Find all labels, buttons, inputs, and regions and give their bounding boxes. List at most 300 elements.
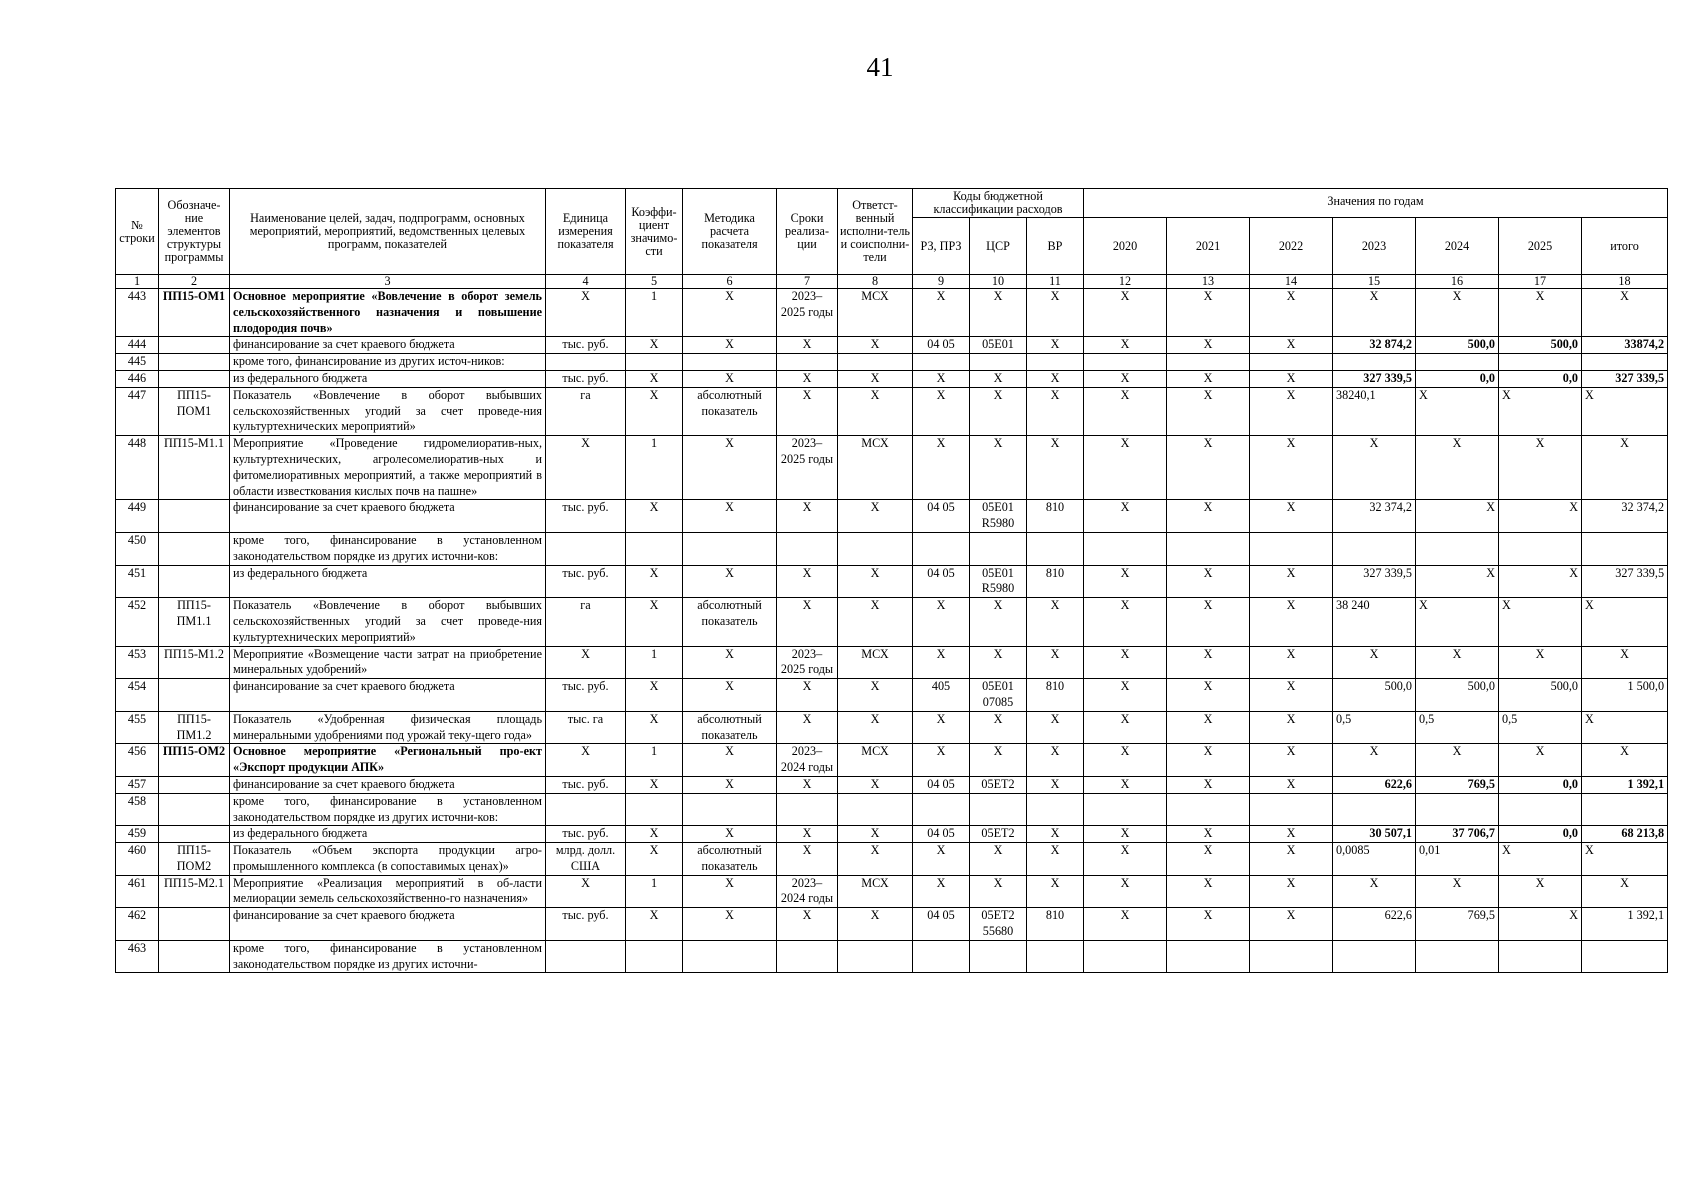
row-number: 447 [116, 387, 159, 435]
method: абсолютный показатель [683, 598, 777, 646]
value-2025: Х [1499, 436, 1582, 500]
value-2020: Х [1084, 744, 1167, 777]
header-method: Методика расчета показателя [683, 189, 777, 275]
value-2023: 0,0085 [1333, 843, 1416, 876]
code-csr [970, 354, 1027, 371]
terms: Х [777, 711, 838, 744]
method: абсолютный показатель [683, 843, 777, 876]
value-2021: Х [1167, 598, 1250, 646]
executor: Х [838, 565, 913, 598]
header-rz: РЗ, ПРЗ [913, 218, 970, 275]
designation [159, 354, 230, 371]
designation: ПП15-М1.1 [159, 436, 230, 500]
table-row [116, 679, 1668, 712]
value-total [1582, 940, 1668, 973]
method: Х [683, 565, 777, 598]
row-number: 463 [116, 940, 159, 973]
value-2024: Х [1416, 646, 1499, 679]
item-name: Мероприятие «Проведение гидромелиоратив-ных, культуртехнических, агролесомелиоратив-ных и фитомелиоративных мероприятий, а также мероприятий в области известкования кислых почв на пашне» [230, 436, 546, 500]
code-vr: Х [1027, 776, 1084, 793]
value-2021 [1167, 354, 1250, 371]
method: Х [683, 908, 777, 941]
executor: Х [838, 387, 913, 435]
item-name: Мероприятие «Возмещение части затрат на приобретение минеральных удобрений» [230, 646, 546, 679]
executor: Х [838, 711, 913, 744]
executor [838, 532, 913, 565]
method: Х [683, 289, 777, 337]
code-rz: 04 05 [913, 337, 970, 354]
row-number: 443 [116, 289, 159, 337]
value-total: 32 374,2 [1582, 500, 1668, 533]
designation: ПП15-ПОМ2 [159, 843, 230, 876]
coefficient: Х [626, 826, 683, 843]
value-2020: Х [1084, 337, 1167, 354]
value-2024: Х [1416, 289, 1499, 337]
designation [159, 337, 230, 354]
item-name: Показатель «Вовлечение в оборот выбывших сельскохозяйственных угодий за счет проведе-ния культуртехнических мероприятий» [230, 387, 546, 435]
row-number: 457 [116, 776, 159, 793]
value-2022: Х [1250, 565, 1333, 598]
table-row [116, 940, 1668, 973]
value-2022: Х [1250, 370, 1333, 387]
unit: тыс. руб. [546, 500, 626, 533]
column-number: 7 [777, 275, 838, 289]
column-number: 6 [683, 275, 777, 289]
terms: Х [777, 826, 838, 843]
code-vr: 810 [1027, 908, 1084, 941]
code-csr [970, 532, 1027, 565]
code-csr: Х [970, 711, 1027, 744]
item-name: финансирование за счет краевого бюджета [230, 337, 546, 354]
value-2022: Х [1250, 843, 1333, 876]
value-total: 327 339,5 [1582, 370, 1668, 387]
header-values-by-year: Значения по годам [1084, 189, 1668, 218]
executor: МСХ [838, 436, 913, 500]
value-2020: Х [1084, 826, 1167, 843]
unit: га [546, 387, 626, 435]
unit [546, 354, 626, 371]
executor: Х [838, 370, 913, 387]
header-2023: 2023 [1333, 218, 1416, 275]
value-2022: Х [1250, 776, 1333, 793]
code-vr: Х [1027, 337, 1084, 354]
value-2021: Х [1167, 289, 1250, 337]
code-rz: Х [913, 370, 970, 387]
terms: 2023–2024 годы [777, 875, 838, 908]
table-row [116, 598, 1668, 646]
value-2023: 30 507,1 [1333, 826, 1416, 843]
executor: МСХ [838, 646, 913, 679]
row-number: 462 [116, 908, 159, 941]
table-row [116, 565, 1668, 598]
header-2025: 2025 [1499, 218, 1582, 275]
value-2021: Х [1167, 908, 1250, 941]
value-2025: 0,0 [1499, 776, 1582, 793]
terms: Х [777, 679, 838, 712]
coefficient: Х [626, 337, 683, 354]
value-2020: Х [1084, 875, 1167, 908]
terms: Х [777, 370, 838, 387]
terms: Х [777, 908, 838, 941]
code-rz: Х [913, 387, 970, 435]
value-2023 [1333, 354, 1416, 371]
designation [159, 565, 230, 598]
value-2025: Х [1499, 744, 1582, 777]
column-number-row [116, 275, 1668, 289]
row-number: 453 [116, 646, 159, 679]
value-2021 [1167, 793, 1250, 826]
value-2022: Х [1250, 711, 1333, 744]
header-row-no: № строки [116, 189, 159, 275]
value-2024: Х [1416, 565, 1499, 598]
executor: Х [838, 679, 913, 712]
header-2021: 2021 [1167, 218, 1250, 275]
code-vr: Х [1027, 744, 1084, 777]
code-vr: Х [1027, 370, 1084, 387]
item-name: кроме того, финансирование в установленном законодательством порядке из других источни-ков: [230, 793, 546, 826]
value-2022 [1250, 354, 1333, 371]
unit: Х [546, 436, 626, 500]
code-vr [1027, 940, 1084, 973]
value-2020 [1084, 532, 1167, 565]
value-2022: Х [1250, 436, 1333, 500]
designation: ПП15-М1.2 [159, 646, 230, 679]
code-csr: Х [970, 598, 1027, 646]
method: Х [683, 875, 777, 908]
value-2021: Х [1167, 500, 1250, 533]
table-row [116, 436, 1668, 500]
code-vr: Х [1027, 875, 1084, 908]
unit: Х [546, 289, 626, 337]
executor: Х [838, 337, 913, 354]
code-vr [1027, 532, 1084, 565]
value-total: Х [1582, 875, 1668, 908]
code-vr [1027, 793, 1084, 826]
row-number: 446 [116, 370, 159, 387]
code-rz: 04 05 [913, 776, 970, 793]
header-2022: 2022 [1250, 218, 1333, 275]
designation [159, 679, 230, 712]
value-2024: 769,5 [1416, 776, 1499, 793]
coefficient [626, 532, 683, 565]
method [683, 532, 777, 565]
row-number: 449 [116, 500, 159, 533]
code-csr: 05Е01 [970, 337, 1027, 354]
unit [546, 532, 626, 565]
unit [546, 940, 626, 973]
executor: Х [838, 908, 913, 941]
value-2021: Х [1167, 436, 1250, 500]
value-2022: Х [1250, 679, 1333, 712]
unit: тыс. га [546, 711, 626, 744]
value-2021: Х [1167, 387, 1250, 435]
column-number: 8 [838, 275, 913, 289]
table-row [116, 370, 1668, 387]
row-number: 460 [116, 843, 159, 876]
value-2024: Х [1416, 387, 1499, 435]
code-rz: Х [913, 744, 970, 777]
code-vr: Х [1027, 843, 1084, 876]
method: Х [683, 776, 777, 793]
coefficient: Х [626, 598, 683, 646]
value-2020: Х [1084, 679, 1167, 712]
terms: 2023–2025 годы [777, 289, 838, 337]
item-name: финансирование за счет краевого бюджета [230, 776, 546, 793]
row-number: 444 [116, 337, 159, 354]
designation [159, 370, 230, 387]
designation: ПП15-М2.1 [159, 875, 230, 908]
column-number: 16 [1416, 275, 1499, 289]
value-2021: Х [1167, 337, 1250, 354]
table-header [116, 189, 1668, 275]
column-number: 18 [1582, 275, 1668, 289]
value-2022: Х [1250, 646, 1333, 679]
terms: Х [777, 387, 838, 435]
column-number: 5 [626, 275, 683, 289]
value-2025: Х [1499, 908, 1582, 941]
designation [159, 908, 230, 941]
method [683, 354, 777, 371]
item-name: из федерального бюджета [230, 826, 546, 843]
value-total: Х [1582, 843, 1668, 876]
table-row [116, 744, 1668, 777]
value-2025 [1499, 532, 1582, 565]
value-2024: Х [1416, 744, 1499, 777]
coefficient: Х [626, 370, 683, 387]
method: Х [683, 436, 777, 500]
value-2021: Х [1167, 370, 1250, 387]
value-2025 [1499, 354, 1582, 371]
value-2024: Х [1416, 500, 1499, 533]
value-total: 33874,2 [1582, 337, 1668, 354]
row-number: 454 [116, 679, 159, 712]
designation: ПП15-ПМ1.1 [159, 598, 230, 646]
value-2024: 500,0 [1416, 679, 1499, 712]
value-2024: 0,0 [1416, 370, 1499, 387]
value-2022 [1250, 793, 1333, 826]
value-2025: 500,0 [1499, 679, 1582, 712]
value-total [1582, 354, 1668, 371]
code-rz [913, 793, 970, 826]
executor: Х [838, 598, 913, 646]
value-total [1582, 793, 1668, 826]
value-2023 [1333, 940, 1416, 973]
unit: тыс. руб. [546, 337, 626, 354]
header-executor: Ответст-венный исполни-тель и соисполни-тели [838, 189, 913, 275]
unit: Х [546, 744, 626, 777]
value-total: Х [1582, 289, 1668, 337]
terms: 2023–2024 годы [777, 744, 838, 777]
item-name: кроме того, финансирование из других источ-ников: [230, 354, 546, 371]
coefficient: Х [626, 908, 683, 941]
value-2025: Х [1499, 387, 1582, 435]
method: Х [683, 370, 777, 387]
coefficient: 1 [626, 646, 683, 679]
value-total: Х [1582, 744, 1668, 777]
code-vr: Х [1027, 289, 1084, 337]
coefficient: Х [626, 843, 683, 876]
header-terms: Сроки реализа-ции [777, 189, 838, 275]
header-2024: 2024 [1416, 218, 1499, 275]
code-rz [913, 532, 970, 565]
code-rz: 04 05 [913, 908, 970, 941]
value-2023 [1333, 793, 1416, 826]
value-2025: Х [1499, 289, 1582, 337]
value-total: Х [1582, 598, 1668, 646]
executor [838, 793, 913, 826]
header-2020: 2020 [1084, 218, 1167, 275]
item-name: финансирование за счет краевого бюджета [230, 679, 546, 712]
code-vr: 810 [1027, 500, 1084, 533]
code-rz: Х [913, 711, 970, 744]
header-designation: Обозначе-ние элементов структуры программы [159, 189, 230, 275]
value-total [1582, 532, 1668, 565]
value-2020: Х [1084, 370, 1167, 387]
method: Х [683, 826, 777, 843]
code-vr [1027, 354, 1084, 371]
terms [777, 354, 838, 371]
executor: Х [838, 843, 913, 876]
code-rz [913, 354, 970, 371]
value-2022: Х [1250, 289, 1333, 337]
terms: Х [777, 776, 838, 793]
value-2020: Х [1084, 565, 1167, 598]
value-2025 [1499, 793, 1582, 826]
code-csr: Х [970, 436, 1027, 500]
coefficient: Х [626, 565, 683, 598]
item-name: Основное мероприятие «Региональный про-ект «Экспорт продукции АПК» [230, 744, 546, 777]
item-name: кроме того, финансирование в установленном законодательством порядке из других источни- [230, 940, 546, 973]
value-total: Х [1582, 387, 1668, 435]
item-name: финансирование за счет краевого бюджета [230, 500, 546, 533]
value-2021: Х [1167, 875, 1250, 908]
header-csr: ЦСР [970, 218, 1027, 275]
designation: ПП15-ПМ1.2 [159, 711, 230, 744]
method [683, 793, 777, 826]
row-number: 461 [116, 875, 159, 908]
code-csr [970, 793, 1027, 826]
code-vr: Х [1027, 387, 1084, 435]
value-2022: Х [1250, 500, 1333, 533]
coefficient [626, 354, 683, 371]
code-csr: Х [970, 289, 1027, 337]
code-csr: 05Е01 07085 [970, 679, 1027, 712]
value-2023: Х [1333, 646, 1416, 679]
code-csr: 05ЕТ2 55680 [970, 908, 1027, 941]
value-total: Х [1582, 646, 1668, 679]
code-rz: 04 05 [913, 565, 970, 598]
terms: 2023–2025 годы [777, 436, 838, 500]
terms: Х [777, 843, 838, 876]
unit: тыс. руб. [546, 908, 626, 941]
value-2021: Х [1167, 843, 1250, 876]
terms [777, 532, 838, 565]
code-rz [913, 940, 970, 973]
executor: МСХ [838, 289, 913, 337]
column-number: 15 [1333, 275, 1416, 289]
value-2021: Х [1167, 565, 1250, 598]
table-row [116, 793, 1668, 826]
code-csr: Х [970, 744, 1027, 777]
value-total: 68 213,8 [1582, 826, 1668, 843]
unit [546, 793, 626, 826]
coefficient: 1 [626, 436, 683, 500]
column-number: 3 [230, 275, 546, 289]
value-2024 [1416, 354, 1499, 371]
table-row [116, 875, 1668, 908]
row-number: 452 [116, 598, 159, 646]
code-vr: 810 [1027, 679, 1084, 712]
value-2023: 622,6 [1333, 908, 1416, 941]
value-2021 [1167, 940, 1250, 973]
header-coef: Коэффи-циент значимо-сти [626, 189, 683, 275]
value-2023: 38240,1 [1333, 387, 1416, 435]
value-2022: Х [1250, 826, 1333, 843]
terms [777, 940, 838, 973]
row-number: 451 [116, 565, 159, 598]
item-name: Показатель «Вовлечение в оборот выбывших сельскохозяйственных угодий за счет проведе-ния культуртехнических мероприятий» [230, 598, 546, 646]
column-number: 14 [1250, 275, 1333, 289]
terms: Х [777, 337, 838, 354]
unit: га [546, 598, 626, 646]
code-rz: 04 05 [913, 500, 970, 533]
table-row [116, 826, 1668, 843]
code-vr: 810 [1027, 565, 1084, 598]
value-2021: Х [1167, 646, 1250, 679]
table-row [116, 776, 1668, 793]
value-2024: Х [1416, 436, 1499, 500]
row-number: 448 [116, 436, 159, 500]
value-2024: 37 706,7 [1416, 826, 1499, 843]
designation [159, 793, 230, 826]
unit: Х [546, 646, 626, 679]
code-csr [970, 940, 1027, 973]
executor: Х [838, 826, 913, 843]
value-2020 [1084, 793, 1167, 826]
value-2020 [1084, 354, 1167, 371]
table-row [116, 354, 1668, 371]
table-row [116, 646, 1668, 679]
value-2024: 0,5 [1416, 711, 1499, 744]
row-number: 458 [116, 793, 159, 826]
value-2024: Х [1416, 598, 1499, 646]
code-rz: Х [913, 289, 970, 337]
value-2025: Х [1499, 598, 1582, 646]
row-number: 455 [116, 711, 159, 744]
value-2025: 0,0 [1499, 370, 1582, 387]
coefficient: 1 [626, 875, 683, 908]
value-2022: Х [1250, 387, 1333, 435]
value-2020: Х [1084, 776, 1167, 793]
value-2020: Х [1084, 908, 1167, 941]
method [683, 940, 777, 973]
designation: ПП15-ОМ2 [159, 744, 230, 777]
value-total: Х [1582, 711, 1668, 744]
table-row [116, 908, 1668, 941]
value-2023: Х [1333, 744, 1416, 777]
value-2020: Х [1084, 711, 1167, 744]
coefficient: Х [626, 711, 683, 744]
item-name: Основное мероприятие «Вовлечение в оборот земель сельскохозяйственного назначения и повышение плодородия почв» [230, 289, 546, 337]
unit: Х [546, 875, 626, 908]
value-2024 [1416, 940, 1499, 973]
program-table [115, 188, 1668, 973]
unit: тыс. руб. [546, 776, 626, 793]
value-2021: Х [1167, 776, 1250, 793]
code-vr: Х [1027, 436, 1084, 500]
value-2021: Х [1167, 744, 1250, 777]
value-2023: 500,0 [1333, 679, 1416, 712]
